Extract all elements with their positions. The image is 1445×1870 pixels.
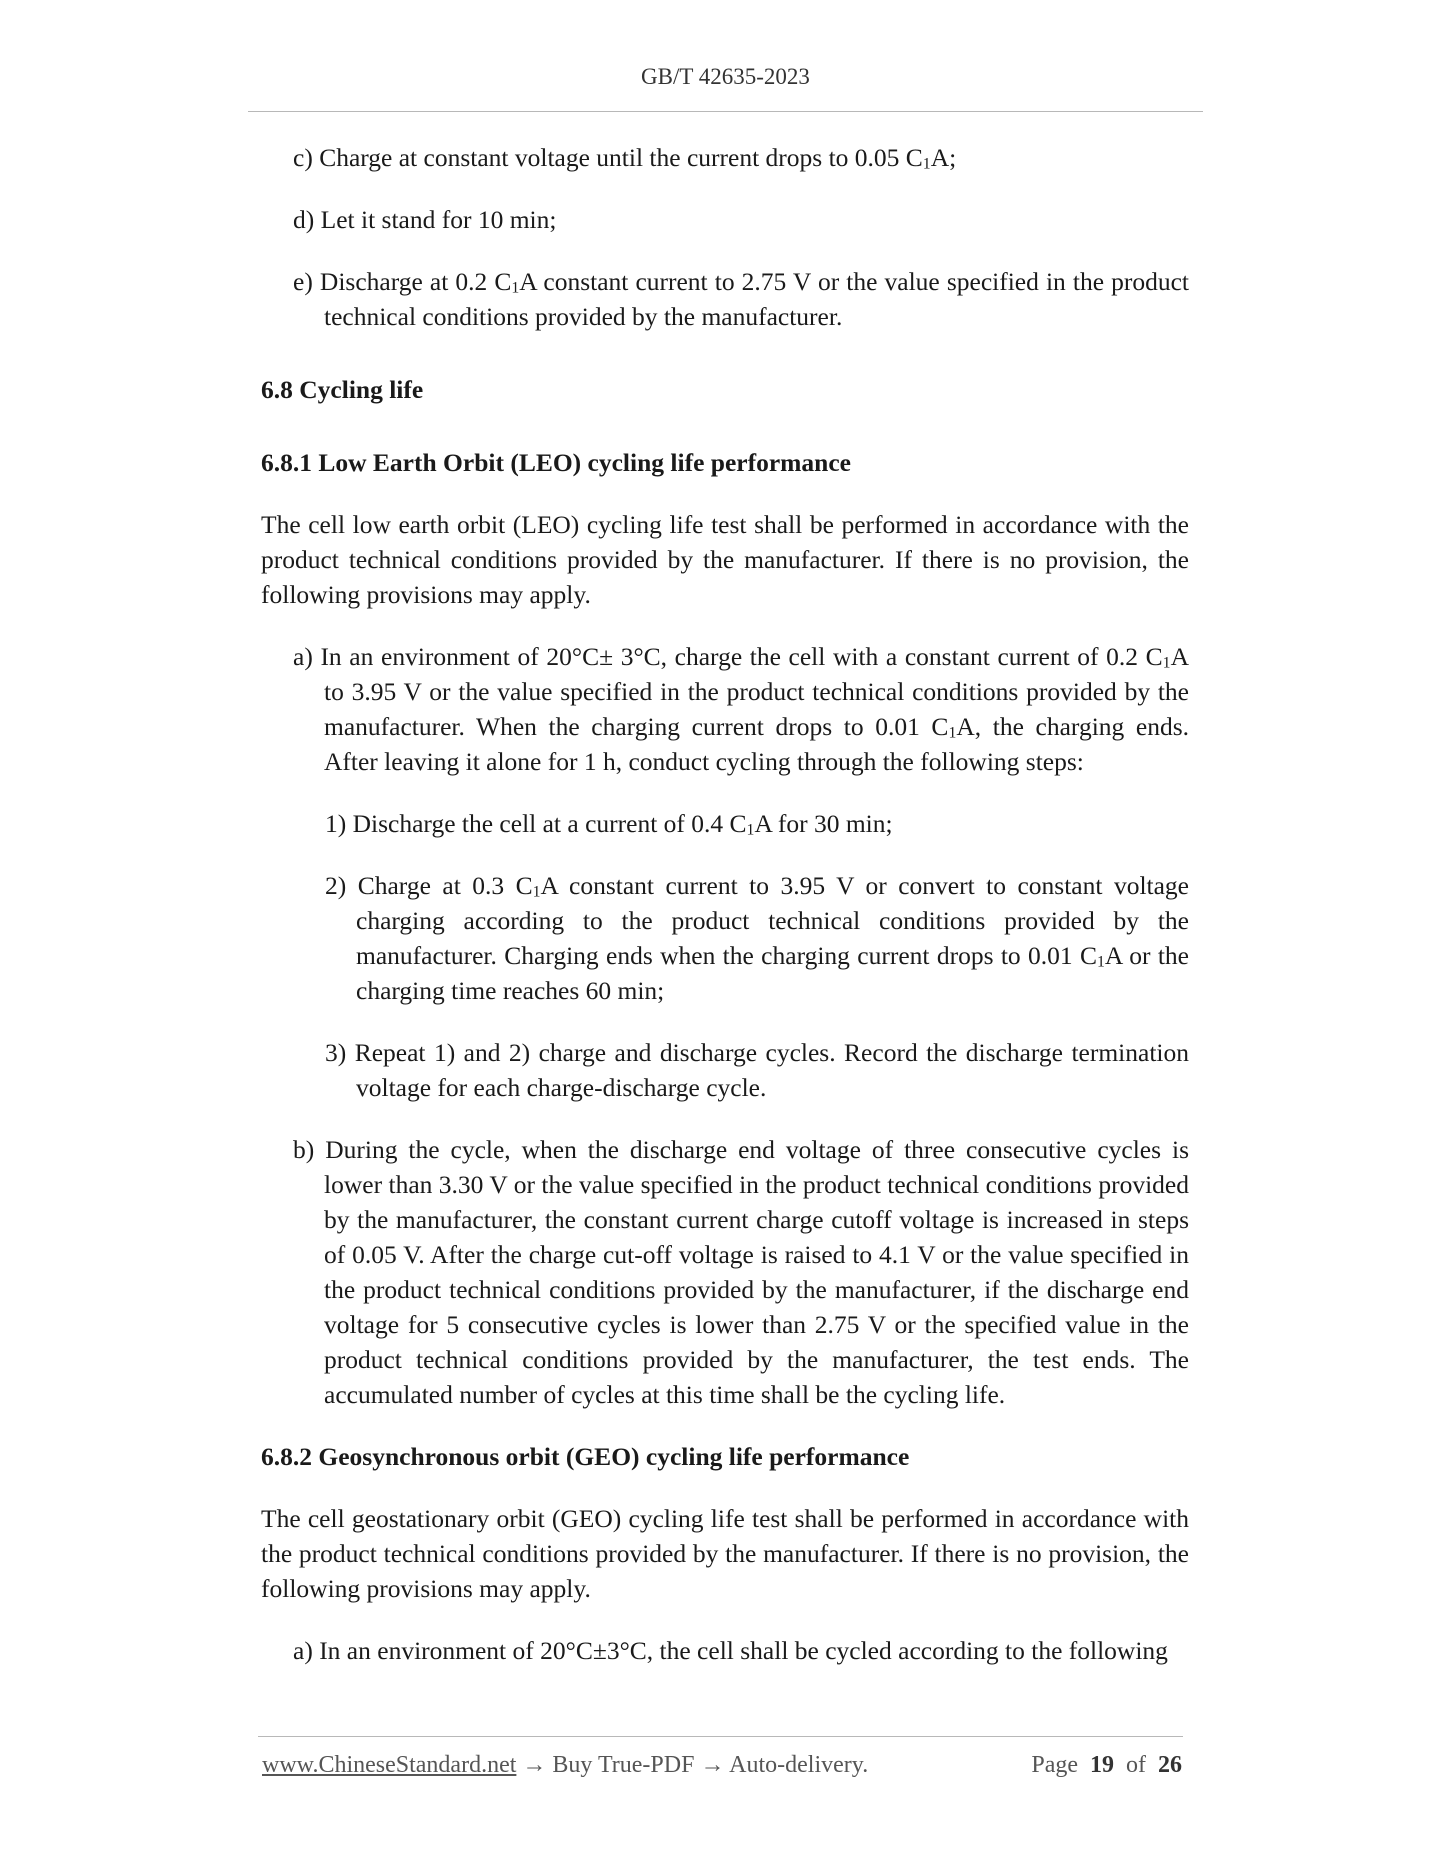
step-marker: 1) [325, 809, 347, 838]
item-marker: e) [293, 267, 313, 296]
page-total: 26 [1158, 1752, 1182, 1778]
chinesestandard-link[interactable]: www.ChineseStandard.net [262, 1752, 517, 1778]
step-marker: 2) [325, 871, 347, 900]
page-number [1031, 1752, 1182, 1779]
section-heading-6-8-1: 6.8.1 Low Earth Orbit (LEO) cycling life performance [261, 448, 851, 477]
list-item-b-leo: b) During the cycle, when the discharge end voltage of three consecutive cycles is lower than 3.30 V or the value specified in the product technical conditions provided by the manufacturer, the constant current charge cutoff voltage is increased in steps of 0.05 V. After the charge cut-off voltage is raised to 4.1 V or the value specified in the product technical conditions provided by the manufacturer, if the discharge end voltage for 5 consecutive cycles is lower than 2.75 V or the specified value in the product technical conditions provided by the manufacturer, the test ends. The accumulated number of cycles at this time shall be the cycling life. [293, 1135, 1189, 1409]
section-heading-6-8-2: 6.8.2 Geosynchronous orbit (GEO) cycling life performance [261, 1442, 910, 1471]
header-divider [248, 111, 1203, 112]
arrow-right-icon: → [700, 1752, 725, 1778]
buy-true-pdf-text: Buy True-PDF [552, 1752, 695, 1778]
list-item-a-leo: a) In an environment of 20°C± 3°C, charge the cell with a constant current of 0.2 $C_1A$ to 3.95 V or the value specified in the product technical conditions provided by the manufacturer. When the charging current drops to 0.01 $C_1A$, the charging ends. After leaving it alone for 1 h, conduct cycling through the following steps: [293, 642, 1190, 776]
section-6-8-2-intro: The cell geostationary orbit (GEO) cycling life test shall be performed in accordance with the product technical conditions provided by the manufacturer. If there is no provision, the following provisions may apply. [261, 1504, 1189, 1603]
item-marker: c) [293, 143, 313, 172]
page-current: 19 [1090, 1752, 1114, 1778]
page-label: Page [1031, 1752, 1078, 1778]
document-header-id: GB/T 42635-2023 [641, 64, 810, 89]
step-marker: 3) [325, 1038, 347, 1067]
list-item-d: d) Let it stand for 10 min; [293, 205, 557, 234]
footer-divider [258, 1736, 1183, 1737]
item-marker: a) [293, 642, 313, 671]
footer-promo [262, 1752, 868, 1779]
auto-delivery-text: Auto-delivery. [729, 1752, 869, 1778]
item-marker: a) [293, 1636, 313, 1665]
list-item-c: c) Charge at constant voltage until the current drops to 0.05 $C_1A$; [293, 143, 957, 173]
section-heading-6-8: 6.8 Cycling life [261, 375, 424, 404]
list-item-a-geo: a) In an environment of 20°C±3°C, the cell shall be cycled according to the following [293, 1636, 1168, 1665]
step-2: 2) Charge at 0.3 $C_1A$ constant current to 3.95 V or convert to constant voltage charging according to the product technical conditions provided by the manufacturer. Charging ends when the charging current drops to 0.01 $C_1A$ or the charging time reaches 60 min; [325, 871, 1189, 1005]
item-marker: b) [293, 1135, 315, 1164]
section-6-8-1-intro: The cell low earth orbit (LEO) cycling life test shall be performed in accordance with the product technical conditions provided by the manufacturer. If there is no provision, the following provisions may apply. [261, 510, 1189, 609]
step-1: 1) Discharge the cell at a current of 0.4 $C_1A$ for 30 min; [325, 809, 893, 839]
arrow-right-icon: → [522, 1752, 547, 1778]
list-item-e: e) Discharge at 0.2 $C_1A$ constant current to 2.75 V or the value specified in the product technical conditions provided by the manufacturer. [293, 267, 1190, 331]
item-marker: d) [293, 205, 315, 234]
page-of-label: of [1126, 1752, 1146, 1778]
step-3: 3) Repeat 1) and 2) charge and discharge cycles. Record the discharge termination voltage for each charge-discharge cycle. [325, 1038, 1189, 1102]
page-content [261, 140, 1189, 1695]
